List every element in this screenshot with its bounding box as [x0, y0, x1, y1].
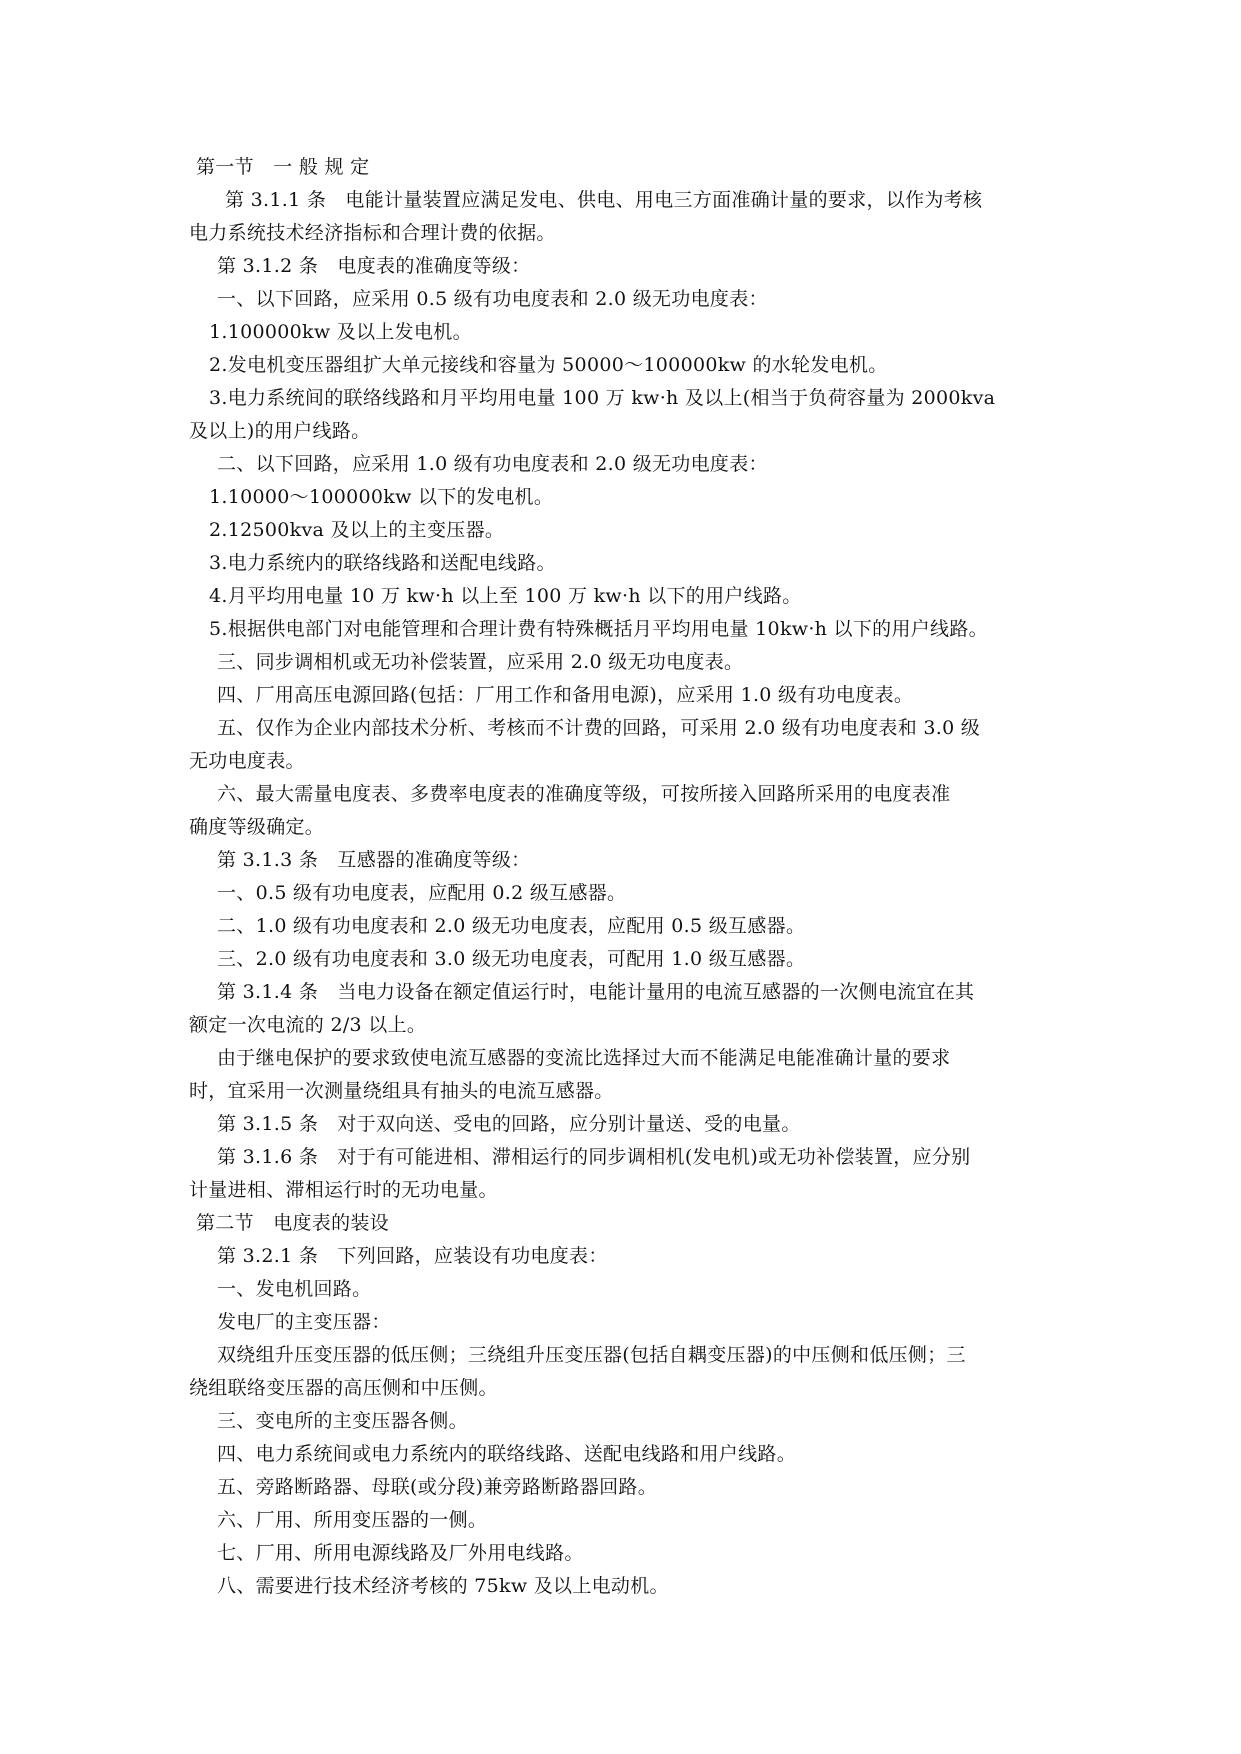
paragraph-line: 六、最大需量电度表、多费率电度表的准确度等级，可按所接入回路所采用的电度表准: [217, 783, 951, 805]
paragraph-line: 第 3.1.1 条 电能计量装置应满足发电、供电、用电三方面准确计量的要求，以作为考核: [225, 189, 983, 211]
paragraph-line: 1.10000～100000kw 以下的发电机。: [209, 486, 554, 508]
paragraph-line: 第 3.2.1 条 下列回路，应装设有功电度表：: [217, 1245, 608, 1267]
paragraph-line: 八、需要进行技术经济考核的 75kw 及以上电动机。: [217, 1575, 669, 1597]
paragraph-line: 第 3.1.4 条 当电力设备在额定值运行时，电能计量用的电流互感器的一次侧电流宜在其: [217, 981, 975, 1003]
paragraph-line: 及以上)的用户线路。: [189, 420, 371, 442]
paragraph-line: 二、以下回路，应采用 1.0 级有功电度表和 2.0 级无功电度表：: [217, 453, 768, 475]
paragraph-line: 五、旁路断路器、母联(或分段)兼旁路断路器回路。: [217, 1476, 658, 1498]
paragraph-line: 5.根据供电部门对电能管理和合理计费有特殊概括月平均用电量 10kw·h 以下的用户线路。: [209, 618, 988, 640]
paragraph-line: 一、发电机回路。: [217, 1278, 372, 1300]
paragraph-line: 确度等级确定。: [189, 816, 325, 838]
paragraph-line: 三、变电所的主变压器各侧。: [217, 1410, 468, 1432]
paragraph-line: 2.12500kva 及以上的主变压器。: [209, 519, 505, 541]
paragraph-line: 额定一次电流的 2/3 以上。: [189, 1014, 427, 1036]
paragraph-line: 三、2.0 级有功电度表和 3.0 级无功电度表，可配用 1.0 级互感器。: [217, 948, 806, 970]
paragraph-line: 3.电力系统内的联络线路和送配电线路。: [209, 552, 556, 574]
paragraph-line: 三、同步调相机或无功补偿装置，应采用 2.0 级无功电度表。: [217, 651, 744, 673]
paragraph-line: 第 3.1.2 条 电度表的准确度等级：: [217, 255, 531, 277]
paragraph-line: 一、以下回路，应采用 0.5 级有功电度表和 2.0 级无功电度表：: [217, 288, 768, 310]
paragraph-line: 第 3.1.5 条 对于双向送、受电的回路，应分别计量送、受的电量。: [217, 1113, 801, 1135]
paragraph-line: 电力系统技术经济指标和合理计费的依据。: [189, 222, 556, 244]
paragraph-line: 绕组联络变压器的高压侧和中压侧。: [189, 1377, 498, 1399]
paragraph-line: 计量进相、滞相运行时的无功电量。: [189, 1179, 498, 1201]
section-heading-1: 第一节 一 般 规 定: [196, 156, 370, 178]
paragraph-line: 2.发电机变压器组扩大单元接线和容量为 50000～100000kw 的水轮发电机。: [209, 354, 888, 376]
paragraph-line: 3.电力系统间的联络线路和月平均用电量 100 万 kw·h 及以上(相当于负荷容量为 2000kva: [209, 387, 996, 409]
paragraph-line: 五、仅作为企业内部技术分析、考核而不计费的回路，可采用 2.0 级有功电度表和 3.0 级: [217, 717, 981, 739]
paragraph-line: 二、1.0 级有功电度表和 2.0 级无功电度表，应配用 0.5 级互感器。: [217, 915, 806, 937]
paragraph-line: 第 3.1.3 条 互感器的准确度等级：: [217, 849, 531, 871]
paragraph-line: 4.月平均用电量 10 万 kw·h 以上至 100 万 kw·h 以下的用户线路。: [209, 585, 802, 607]
paragraph-line: 由于继电保护的要求致使电流互感器的变流比选择过大而不能满足电能准确计量的要求: [217, 1047, 951, 1069]
paragraph-line: 六、厂用、所用变压器的一侧。: [217, 1509, 488, 1531]
paragraph-line: 双绕组升压变压器的低压侧；三绕组升压变压器(包括自耦变压器)的中压侧和低压侧；三: [217, 1344, 966, 1366]
paragraph-line: 第 3.1.6 条 对于有可能进相、滞相运行的同步调相机(发电机)或无功补偿装置，应分别: [217, 1146, 971, 1168]
paragraph-line: 无功电度表。: [189, 750, 305, 772]
paragraph-line: 1.100000kw 及以上发电机。: [209, 321, 472, 343]
section-heading-2: 第二节 电度表的装设: [196, 1212, 390, 1234]
paragraph-line: 四、电力系统间或电力系统内的联络线路、送配电线路和用户线路。: [217, 1443, 797, 1465]
paragraph-line: 七、厂用、所用电源线路及厂外用电线路。: [217, 1542, 584, 1564]
paragraph-line: 一、0.5 级有功电度表，应配用 0.2 级互感器。: [217, 882, 627, 904]
paragraph-line: 时，宜采用一次测量绕组具有抽头的电流互感器。: [189, 1080, 614, 1102]
paragraph-line: 四、厂用高压电源回路(包括：厂用工作和备用电源)，应采用 1.0 级有功电度表。: [217, 684, 914, 706]
paragraph-line: 发电厂的主变压器：: [217, 1311, 391, 1333]
